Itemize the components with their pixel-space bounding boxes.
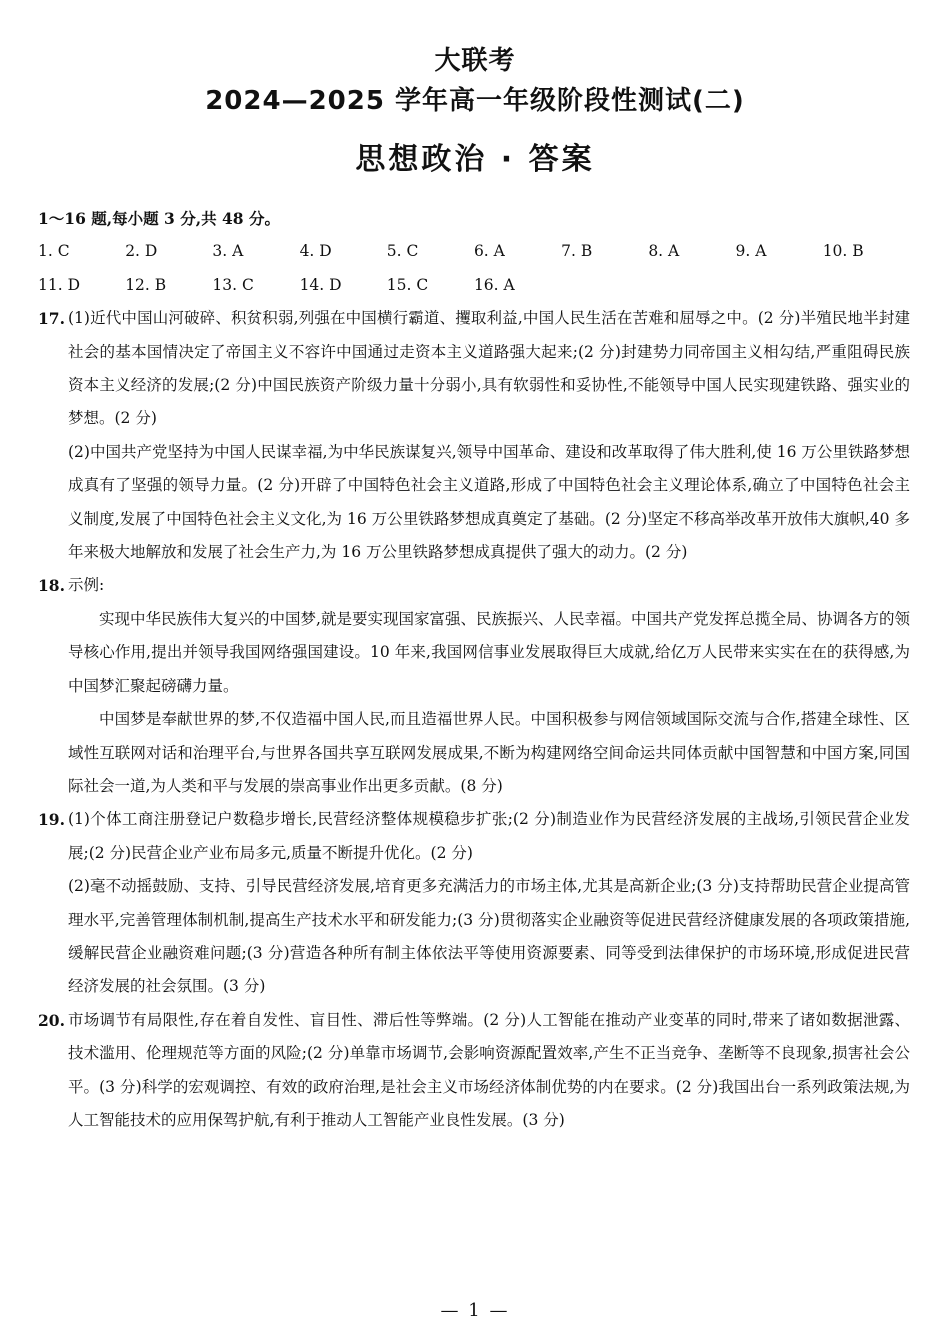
choice-answer: 6. A (473, 242, 505, 261)
choice-answer: 12. B (125, 275, 167, 294)
choice-answer: 7. B (561, 242, 593, 261)
answer-content (38, 202, 910, 1137)
answer-paragraph: (1)近代中国山河破碎、积贫积弱,列强在中国横行霸道、攫取利益,中国人民生活在苦难和屈辱之中。(2 分)半殖民地半封建社会的基本国情决定了帝国主义不容许中国通过走资本主义道路强大起来;(2 分)封建势力同帝国主义相勾结,严重阻碍民族资本主义经济的发展;(2 分)中国民族资产阶级力量十分弱小,具有软弱性和妥协性,不能领导中国人民实现建铁路、强实业的梦想。(2 分) (68, 309, 910, 428)
question-20 (38, 1004, 910, 1138)
choice-answer: 1. C (38, 242, 70, 261)
question-number: 19. (38, 810, 65, 830)
answer-paragraph: 实现中华民族伟大复兴的中国梦,就是要实现国家富强、民族振兴、人民幸福。中国共产党发挥总揽全局、协调各方的领导核心作用,提出并领导我国网络强国建设。10 年来,我国网信事业发展取得巨大成就,给亿万人民带来实实在在的获得感,为中国梦汇聚起磅礴力量。 (68, 609, 910, 695)
answer-intro: 示例: (68, 576, 105, 595)
page-number: — 1 — (440, 1300, 510, 1321)
answer-paragraph: (2)毫不动摇鼓励、支持、引导民营经济发展,培育更多充满活力的市场主体,尤其是高新企业;(3 分)支持帮助民营企业提高管理水平,完善管理体制机制,提高生产技术水平和研发能力;(3 分)贯彻落实企业融资等促进民营经济健康发展的各项政策措施,缓解民营企业融资难问题;(3 分)营造各种所有制主体依法平等使用资源要素、同等受到法律保护的市场环境,形成促进民营经济发展的社会氛围。(3 分) (68, 877, 910, 996)
answer-paragraph: (2)中国共产党坚持为中国人民谋幸福,为中华民族谋复兴,领导中国革命、建设和改革取得了伟大胜利,使 16 万公里铁路梦想成真有了坚强的领导力量。(2 分)开辟了中国特色社会主义道路,形成了中国特色社会主义理论体系,确立了中国特色社会主义制度,发展了中国特色社会主义文化,为 16 万公里铁路梦想成真奠定了基础。(2 分)坚定不移高举改革开放伟大旗帜,40 多年来极大地解放和发展了社会生产力,为 16 万公里铁路梦想成真提供了强大的动力。(2 分) (68, 442, 910, 562)
question-19 (38, 803, 910, 1003)
choice-note: 1～16 题,每小题 3 分,共 48 分。 (38, 209, 280, 228)
answer-paragraph: (1)个体工商注册登记户数稳步增长,民营经济整体规模稳步扩张;(2 分)制造业作为民营经济发展的主战场,引领民营企业发展;(2 分)民营企业产业布局多元,质量不断提升优化。(2 分) (68, 810, 910, 862)
question-17 (38, 302, 910, 569)
question-number: 18. (38, 576, 65, 596)
choice-answer: 14. D (299, 275, 342, 294)
choice-answer: 3. A (212, 242, 244, 261)
choice-answer: 11. D (38, 275, 81, 294)
choice-answer: 10. B (822, 242, 864, 261)
choice-answer: 16. A (473, 275, 515, 294)
brand-title: 大联考 (434, 46, 516, 76)
choice-answer: 9. A (735, 242, 767, 261)
choice-answer: 13. C (212, 275, 254, 294)
answer-paragraph: 中国梦是奉献世界的梦,不仅造福中国人民,而且造福世界人民。中国积极参与网信领域国际交流与合作,搭建全球性、区域性互联网对话和治理平台,与世界各国共享互联网发展成果,不断为构建网络空间命运共同体贡献中国智慧和中国方案,同国际社会一道,为人类和平与发展的崇高事业作出更多贡献。(8 分) (68, 710, 910, 795)
choice-answers (38, 235, 910, 302)
choice-answer: 5. C (386, 242, 419, 261)
choice-answer: 2. D (125, 242, 158, 261)
question-18 (38, 569, 910, 803)
question-number: 17. (38, 309, 65, 329)
choice-answer: 4. D (299, 242, 332, 261)
choice-answer: 15. C (386, 275, 429, 294)
question-number: 20. (38, 1010, 65, 1030)
choice-answer: 8. A (648, 242, 680, 261)
answer-paragraph: 市场调节有局限性,存在着自发性、盲目性、滞后性等弊端。(2 分)人工智能在推动产业变革的同时,带来了诸如数据泄露、技术滥用、伦理规范等方面的风险;(2 分)单靠市场调节,会影响资源配置效率,产生不正当竞争、垄断等不良现象,损害社会公平。(3 分)科学的宏观调控、有效的政府治理,是社会主义市场经济体制优势的内在要求。(2 分)我国出台一系列政策法规,为人工智能技术的应用保驾护航,有利于推动人工智能产业良性发展。(3 分) (68, 1010, 910, 1129)
subject-title: 思想政治 · 答案 (355, 142, 595, 177)
test-title: 2024—2025 学年高一年级阶段性测试(二) (205, 86, 745, 116)
